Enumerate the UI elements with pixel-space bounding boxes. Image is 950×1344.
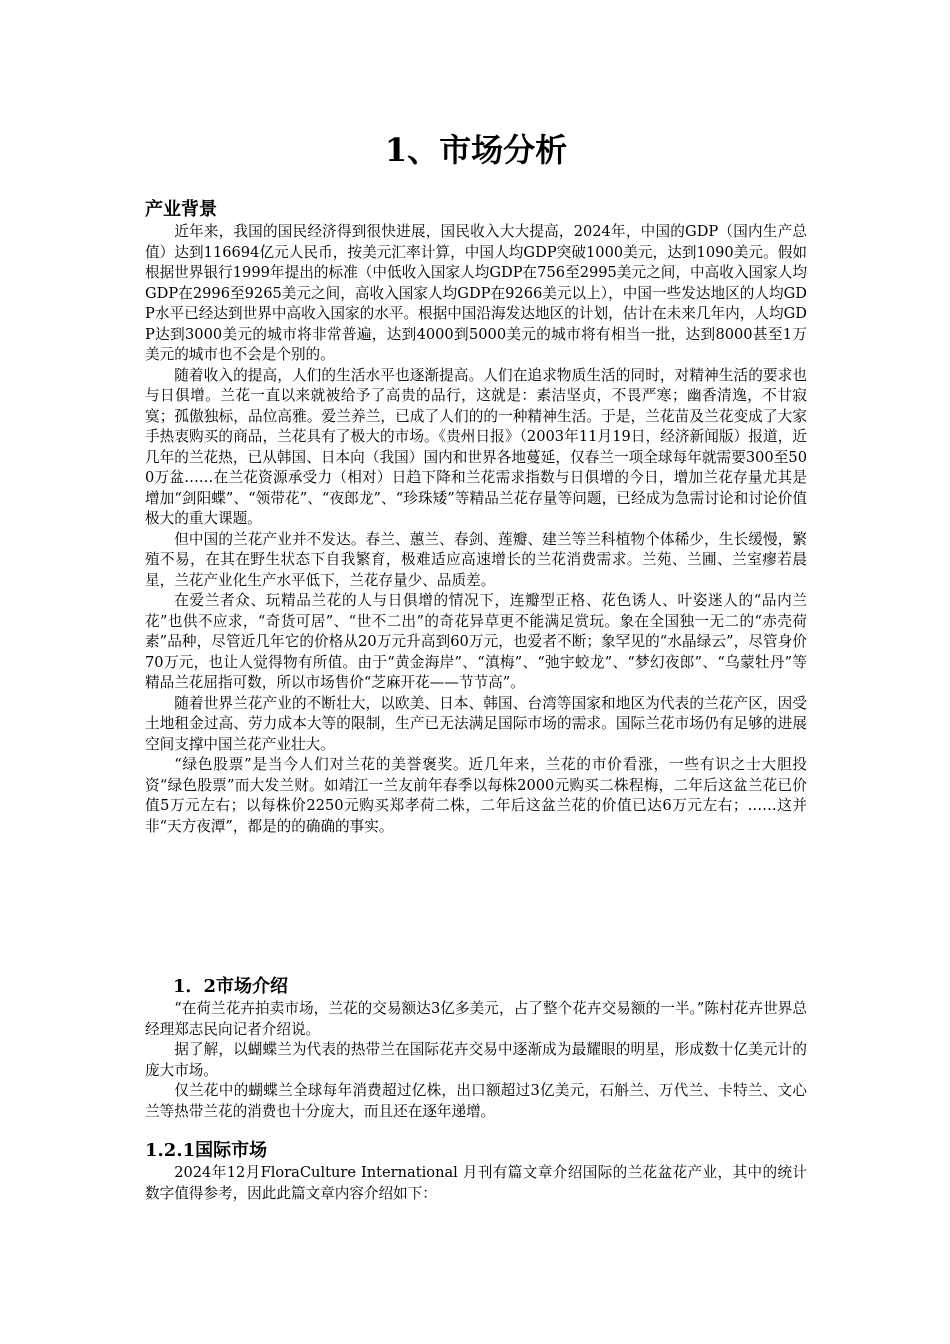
section-heading: 1．2市场介绍 xyxy=(173,976,289,997)
section-industry-background xyxy=(145,198,807,837)
page-title: 1、市场分析 xyxy=(384,131,568,169)
paragraph: 但中国的兰花产业并不发达。春兰、蕙兰、春剑、莲瓣、建兰等兰科植物个体稀少，生长缓慢，繁殖不易，在其在野生状态下自我繁育，极难适应高速增长的兰花消费需求。兰苑、兰圃、兰室瘳若晨星，兰花产业化生产水平低下，兰花存量少、品质差。 xyxy=(145,530,807,589)
section-international-market xyxy=(145,1139,807,1204)
section-market-intro xyxy=(145,975,807,1122)
paragraph: 2024年12月FloraCulture International 月刊有篇文章介绍国际的兰花盆花产业，其中的统计数字值得参考，因此此篇文章内容介绍如下： xyxy=(145,1164,807,1202)
section-heading: 产业背景 xyxy=(145,199,217,220)
section-heading: 1.2.1国际市场 xyxy=(145,1140,268,1161)
paragraph: 据了解，以蝴蝶兰为代表的热带兰在国际花卉交易中逐渐成为最耀眼的明星，形成数十亿美元计的庞大市场。 xyxy=(145,1041,807,1079)
paragraph: 在爱兰者众、玩精品兰花的人与日俱增的情况下，连瓣型正格、花色诱人、叶姿迷人的“品内兰花”也供不应求，“奇货可居”、“世不二出”的奇花异草更不能满足赏玩。象在全国独一无二的“赤壳荷素”品种，尽管近几年它的价格从20万元升高到60万元，也爱者不断；象罕见的“水晶绿云”，尽管身价70万元，也让人觉得物有所值。由于“黄金海岸”、“滇梅”、“弛宇蛟龙”、“梦幻夜郎”、“乌蒙牡丹”等精品兰花屈指可数，所以市场售价“芝麻开花——节节高”。 xyxy=(145,592,807,691)
paragraph: 随着世界兰花产业的不断壮大，以欧美、日本、韩国、台湾等国家和地区为代表的兰花产区，因受土地租金过高、劳力成本大等的限制，生产已无法满足国际市场的需求。国际兰花市场仍有足够的进展空间支撑中国兰花产业壮大。 xyxy=(145,694,807,753)
paragraph: “绿色股票”是当今人们对兰花的美誉褒奖。近几年来，兰花的市价看涨，一些有识之士大胆投资“绿色股票”而大发兰财。如靖江一兰友前年春季以每株2000元购买二株程梅，二年后这盆兰花已价值5万元左右；以每株价2250元购买郑孝荷二株，二年后这盆兰花的价值已达6万元左右；……这并非“天方夜潭”，都是的的确确的事实。 xyxy=(145,756,807,835)
paragraph: 近年来，我国的国民经济得到很快进展，国民收入大大提高，2024年，中国的GDP（国内生产总值）达到116694亿元人民币，按美元汇率计算，中国人均GDP突破1000美元，达到1090美元。假如根据世界银行1999年提出的标准（中低收入国家人均GDP在756至2995美元之间，中高收入国家人均GDP在2996至9265美元之间，高收入国家人均GDP在9266美元以上），中国一些发达地区的人均GDP水平已经达到世界中高收入国家的水平。根据中国沿海发达地区的计划，估计在未来几年内，人均GDP达到3000美元的城市将非常普遍，达到4000到5000美元的城市将有相当一批，达到8000甚至1万美元的城市也不会是个别的。 xyxy=(145,223,807,363)
paragraph: 随着收入的提高，人们的生活水平也逐渐提高。人们在追求物质生活的同时，对精神生活的要求也与日俱增。兰花一直以来就被给予了高贵的品行，这就是：素洁坚贞，不畏严寒；幽香清逸，不甘寂寞；孤傲独标，品位高雅。爱兰养兰，已成了人们的的一种精神生活。于是，兰花苗及兰花变成了大家手热衷购买的商品，兰花具有了极大的市场。《贵州日报》（2003年11月19日，经济新闻版）报道，近几年的兰花热，已从韩国、日本向（我国）国内和世界各地蔓延，仅春兰一项全球每年就需要300至500万盆……在兰花资源承受力（相对）日趋下降和兰花需求指数与日俱增的今日，增加兰花存量尤其是增加“剑阳蝶”、“领带花”、“夜郎龙”、“珍珠矮”等精品兰花存量等问题，已经成为急需讨论和讨论价值极大的重大课题。 xyxy=(145,366,807,527)
paragraph: “在荷兰花卉拍卖市场，兰花的交易额达3亿多美元，占了整个花卉交易额的一半。”陈村花卉世界总经理郑志民向记者介绍说。 xyxy=(145,1000,807,1038)
paragraph: 仅兰花中的蝴蝶兰全球每年消费超过亿株，出口额超过3亿美元，石斛兰、万代兰、卡特兰、文心兰等热带兰花的消费也十分庞大，而且还在逐年递增。 xyxy=(145,1082,807,1120)
